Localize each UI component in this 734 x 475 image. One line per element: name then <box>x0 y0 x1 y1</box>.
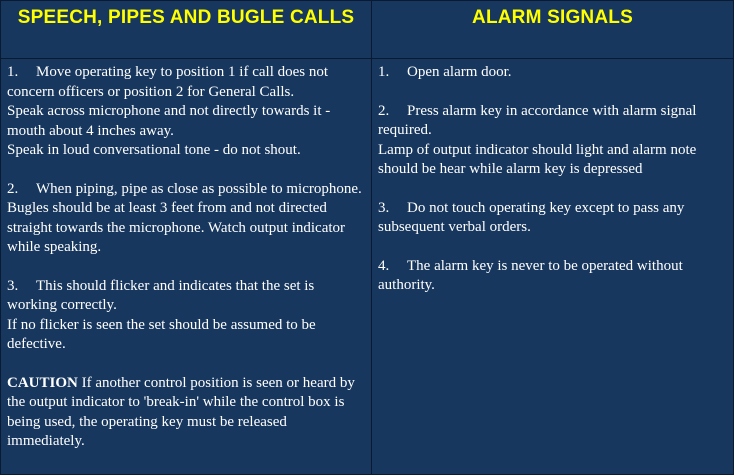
step-detail: Lamp of output indicator should light and alarm note should be hear while alarm key is depressed <box>378 141 697 177</box>
speech-step-2 <box>7 180 365 258</box>
alarm-column <box>372 59 733 474</box>
alarm-step-4 <box>378 257 727 296</box>
step-text: Press alarm key in accordance with alarm signal required. <box>378 102 697 138</box>
step-detail: Speak in loud conversational tone - do not shout. <box>7 142 301 158</box>
step-text: Open alarm door. <box>407 64 512 80</box>
caution-label: CAUTION <box>7 374 78 391</box>
caution-text: If another control position is seen or heard by the output indicator to 'break-in' while the control box is being used, the operating key must be released immediately. <box>7 374 355 449</box>
step-number: 2. <box>7 180 19 197</box>
step-number: 1. <box>7 64 19 80</box>
step-number: 4. <box>378 257 390 274</box>
step-detail: Speak across microphone and not directly towards it - mouth about 4 inches away. <box>7 103 331 139</box>
step-number: 2. <box>378 102 390 119</box>
speech-step-1 <box>7 63 365 161</box>
step-detail: Bugles should be at least 3 feet from and not directed straight towards the microphone. Watch output indicator while speaking. <box>7 200 346 255</box>
caution-note <box>7 374 365 452</box>
speech-column <box>1 59 372 474</box>
step-text: This should flicker and indicates that the set is working correctly. <box>7 277 315 313</box>
alarm-step-1 <box>378 63 727 83</box>
step-number: 3. <box>378 199 390 216</box>
table-body <box>1 59 733 474</box>
step-text: Move operating key to position 1 if call does not concern officers or position 2 for General Calls. <box>7 64 329 100</box>
alarm-step-2 <box>378 102 727 180</box>
header-speech-pipes-bugle: SPEECH, PIPES AND BUGLE CALLS <box>1 1 372 58</box>
step-number: 3. <box>7 277 19 294</box>
header-alarm-signals: ALARM SIGNALS <box>472 7 633 28</box>
step-number: 1. <box>378 64 390 80</box>
step-text: When piping, pipe as close as possible to microphone. <box>36 180 362 197</box>
table-header <box>1 1 733 59</box>
alarm-step-3 <box>378 199 727 238</box>
step-text: The alarm key is never to be operated without authority. <box>378 257 683 293</box>
step-text: Do not touch operating key except to pass any subsequent verbal orders. <box>378 199 685 235</box>
speech-step-3 <box>7 277 365 355</box>
step-detail: If no flicker is seen the set should be assumed to be defective. <box>7 316 316 352</box>
